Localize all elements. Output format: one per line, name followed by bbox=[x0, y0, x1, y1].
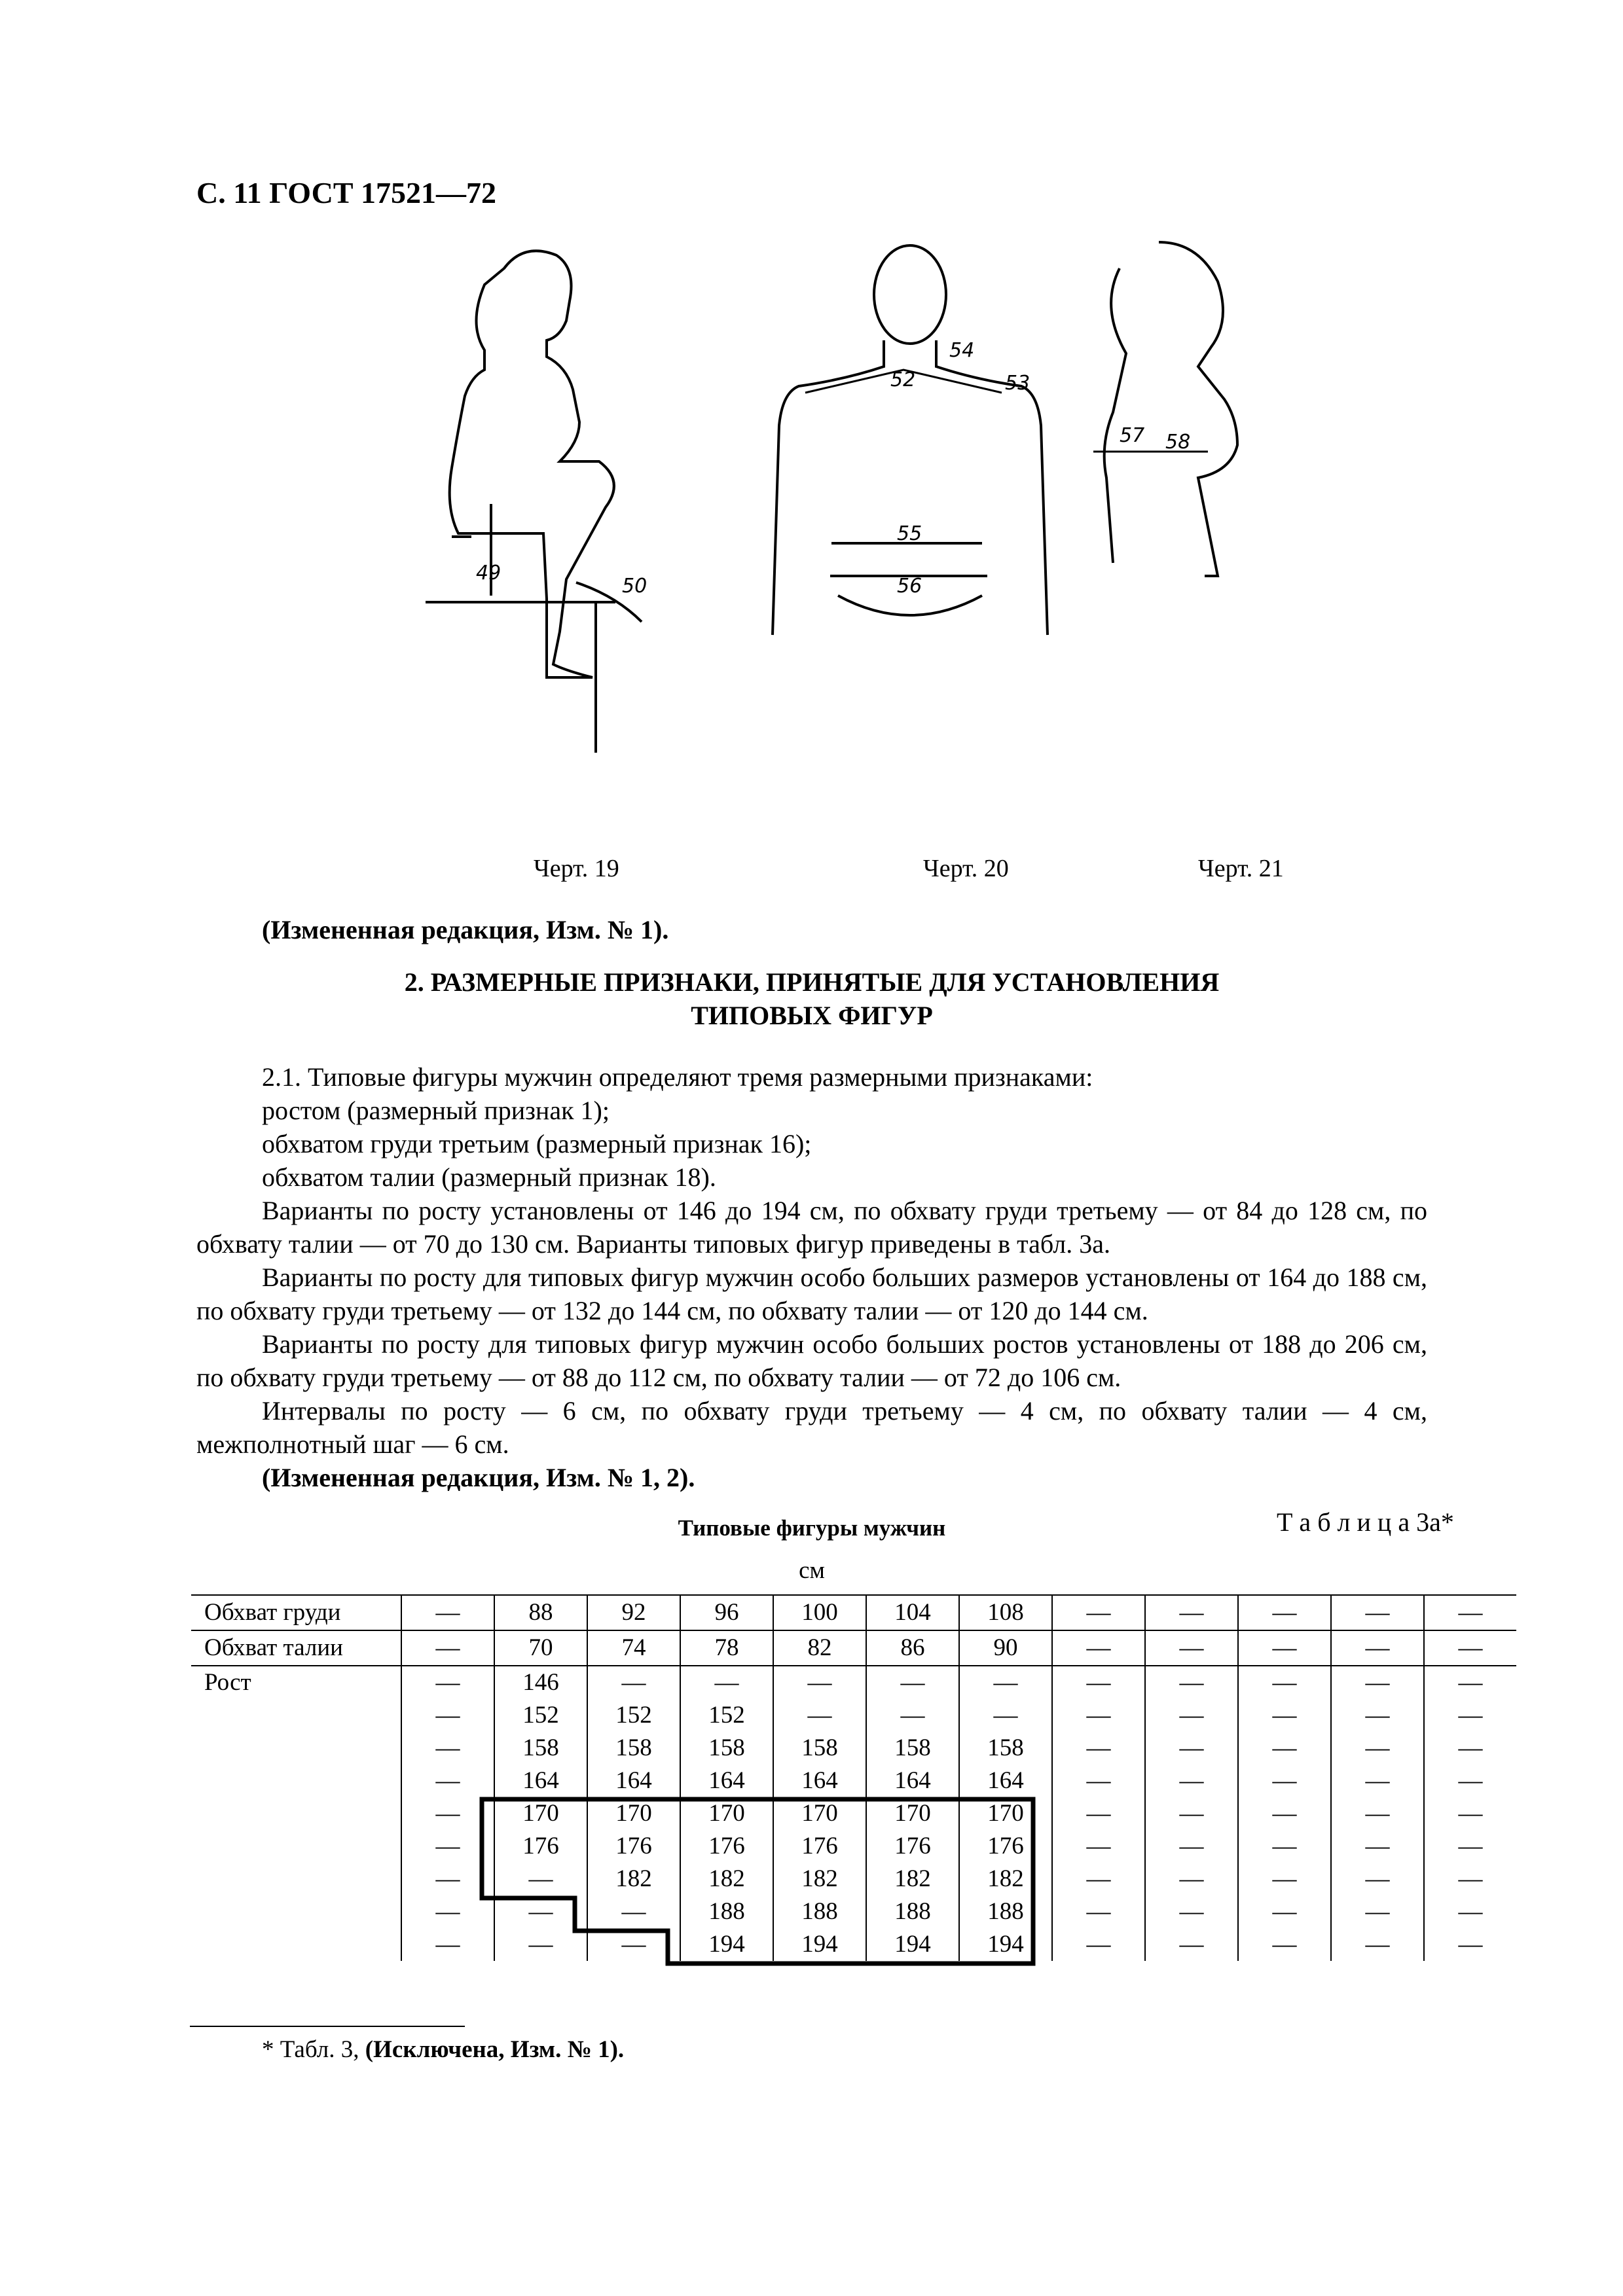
table-cell: 188 bbox=[866, 1895, 959, 1928]
table-cell: 194 bbox=[680, 1928, 773, 1961]
figure-19 bbox=[426, 251, 647, 753]
table-cell: — bbox=[1331, 1895, 1424, 1928]
table-cell: — bbox=[1331, 1732, 1424, 1765]
table-cell: — bbox=[1424, 1863, 1516, 1895]
table-row bbox=[191, 1595, 1516, 1630]
table-cell: — bbox=[401, 1699, 494, 1732]
table-cell: — bbox=[1238, 1797, 1331, 1830]
table-cell: 170 bbox=[866, 1797, 959, 1830]
table-cell: — bbox=[401, 1630, 494, 1666]
table-cell: 170 bbox=[587, 1797, 680, 1830]
table-cell: — bbox=[1145, 1732, 1238, 1765]
table-cell: — bbox=[401, 1666, 494, 1699]
table-cell: 176 bbox=[773, 1830, 866, 1863]
table-cell: — bbox=[1145, 1699, 1238, 1732]
table-cell: — bbox=[1424, 1666, 1516, 1699]
table-cell: — bbox=[1052, 1895, 1145, 1928]
table-cell: — bbox=[494, 1863, 587, 1895]
table-cell: 152 bbox=[680, 1699, 773, 1732]
body-measurement-figures bbox=[426, 229, 1290, 838]
table-cell: — bbox=[1331, 1595, 1424, 1630]
label-55: 55 bbox=[897, 522, 922, 545]
table-row bbox=[191, 1830, 1516, 1863]
table-cell: 182 bbox=[866, 1863, 959, 1895]
table-cell: 182 bbox=[959, 1863, 1052, 1895]
table-cell: — bbox=[1052, 1595, 1145, 1630]
table-row bbox=[191, 1765, 1516, 1797]
table-cell: 170 bbox=[773, 1797, 866, 1830]
table-cell: — bbox=[1145, 1765, 1238, 1797]
table-cell: — bbox=[1424, 1928, 1516, 1961]
table-cell: — bbox=[1145, 1630, 1238, 1666]
table-cell: — bbox=[587, 1666, 680, 1699]
row-label bbox=[191, 1797, 401, 1830]
row-label: Обхват талии bbox=[191, 1630, 401, 1666]
footnote-text: * Табл. 3, bbox=[262, 2036, 359, 2063]
table-cell: — bbox=[1331, 1666, 1424, 1699]
table-cell: — bbox=[1052, 1765, 1145, 1797]
table-cell: — bbox=[1424, 1732, 1516, 1765]
table-cell: — bbox=[1145, 1666, 1238, 1699]
table-cell: — bbox=[401, 1863, 494, 1895]
table-cell: — bbox=[587, 1928, 680, 1961]
table-cell: — bbox=[1331, 1630, 1424, 1666]
table-cell: 146 bbox=[494, 1666, 587, 1699]
paragraph-large-sizes: Варианты по росту для типовых фигур мужчин особо больших размеров установлены от 164 до 188 см, по обхвату груди третьему — от 132 до 144 см, по обхвату талии — от 120 до 144 см. bbox=[196, 1263, 1427, 1325]
footnote-rule bbox=[190, 2026, 465, 2027]
paragraph-tall-heights: Варианты по росту для типовых фигур мужчин особо больших ростов установлены от 188 до 206 см, по обхвату груди третьему — от 88 до 112 см, по обхвату талии — от 72 до 106 см. bbox=[196, 1329, 1427, 1392]
paragraph-chest: обхватом груди третьим (размерный признак 16); bbox=[262, 1129, 812, 1158]
table-cell: 170 bbox=[959, 1797, 1052, 1830]
table-cell: 188 bbox=[773, 1895, 866, 1928]
table-cell: 100 bbox=[773, 1595, 866, 1630]
table-cell: 194 bbox=[773, 1928, 866, 1961]
table-cell: — bbox=[1238, 1895, 1331, 1928]
caption-fig-21: Черт. 21 bbox=[1198, 855, 1284, 882]
table-cell: — bbox=[680, 1666, 773, 1699]
table-cell: 176 bbox=[959, 1830, 1052, 1863]
row-label: Рост bbox=[204, 1669, 251, 1696]
table-cell: — bbox=[401, 1797, 494, 1830]
table-cell: — bbox=[1238, 1928, 1331, 1961]
table-cell: — bbox=[1238, 1630, 1331, 1666]
paragraph-waist: обхватом талии (размерный признак 18). bbox=[262, 1162, 716, 1192]
table-cell: — bbox=[1052, 1863, 1145, 1895]
table-cell: 96 bbox=[680, 1595, 773, 1630]
table-cell: — bbox=[1424, 1765, 1516, 1797]
table-cell: 170 bbox=[680, 1797, 773, 1830]
row-label bbox=[191, 1895, 401, 1928]
table-cell: — bbox=[1052, 1732, 1145, 1765]
table-cell: 164 bbox=[587, 1765, 680, 1797]
table-cell: 188 bbox=[959, 1895, 1052, 1928]
table-cell: 108 bbox=[959, 1595, 1052, 1630]
table-cell: — bbox=[401, 1895, 494, 1928]
table-cell: — bbox=[866, 1666, 959, 1699]
table-row bbox=[191, 1732, 1516, 1765]
page-header: С. 11 ГОСТ 17521—72 bbox=[196, 176, 497, 209]
section-title-line1: 2. РАЗМЕРНЫЕ ПРИЗНАКИ, ПРИНЯТЫЕ ДЛЯ УСТАНОВЛЕНИЯ bbox=[404, 967, 1220, 997]
table-cell: 74 bbox=[587, 1630, 680, 1666]
table-row bbox=[191, 1699, 1516, 1732]
table-cell: 78 bbox=[680, 1630, 773, 1666]
table-cell: — bbox=[401, 1732, 494, 1765]
table-cell: 152 bbox=[587, 1699, 680, 1732]
table-cell: 104 bbox=[866, 1595, 959, 1630]
table-row bbox=[191, 1928, 1516, 1961]
table-cell: — bbox=[401, 1830, 494, 1863]
table-cell: 86 bbox=[866, 1630, 959, 1666]
label-50: 50 bbox=[622, 575, 647, 598]
table-title: Типовые фигуры мужчин bbox=[678, 1515, 946, 1541]
table-cell: — bbox=[1331, 1765, 1424, 1797]
table-cell: — bbox=[1238, 1863, 1331, 1895]
table-cell: — bbox=[1052, 1797, 1145, 1830]
table-cell: — bbox=[773, 1699, 866, 1732]
table-label: Т а б л и ц а 3а* bbox=[1277, 1507, 1454, 1537]
caption-fig-19: Черт. 19 bbox=[534, 855, 619, 882]
paragraph-height: ростом (размерный признак 1); bbox=[262, 1096, 610, 1125]
row-label bbox=[191, 1699, 401, 1732]
table-cell: — bbox=[1052, 1666, 1145, 1699]
figure-20 bbox=[773, 245, 1048, 635]
footnote-bold: (Исключена, Изм. № 1). bbox=[365, 2036, 625, 2063]
table-cell: — bbox=[1238, 1699, 1331, 1732]
table-cell: — bbox=[1145, 1797, 1238, 1830]
label-56: 56 bbox=[897, 575, 922, 598]
table-cell: — bbox=[1424, 1630, 1516, 1666]
row-label bbox=[191, 1732, 401, 1765]
table-cell: — bbox=[1424, 1895, 1516, 1928]
table-cell: 158 bbox=[680, 1732, 773, 1765]
table-cell: — bbox=[866, 1699, 959, 1732]
table-cell: 152 bbox=[494, 1699, 587, 1732]
caption-fig-20: Черт. 20 bbox=[923, 855, 1009, 882]
figure-21 bbox=[1093, 242, 1237, 576]
table-cell: — bbox=[959, 1699, 1052, 1732]
table-cell: 164 bbox=[959, 1765, 1052, 1797]
label-53: 53 bbox=[1005, 372, 1030, 395]
table-cell: 70 bbox=[494, 1630, 587, 1666]
table-cell: — bbox=[401, 1595, 494, 1630]
table-cell: — bbox=[1331, 1797, 1424, 1830]
table-cell: 176 bbox=[866, 1830, 959, 1863]
label-52: 52 bbox=[890, 368, 916, 391]
label-49: 49 bbox=[476, 562, 501, 584]
row-label bbox=[191, 1928, 401, 1961]
row-label bbox=[191, 1863, 401, 1895]
table-row bbox=[191, 1630, 1516, 1666]
table-cell: 158 bbox=[866, 1732, 959, 1765]
table-cell: — bbox=[1238, 1666, 1331, 1699]
footnote bbox=[262, 2036, 624, 2064]
table-cell: 194 bbox=[866, 1928, 959, 1961]
table-cell: 164 bbox=[494, 1765, 587, 1797]
table-cell: — bbox=[1331, 1863, 1424, 1895]
table-cell: 182 bbox=[587, 1863, 680, 1895]
table-cell: — bbox=[587, 1895, 680, 1928]
table-cell: — bbox=[1052, 1928, 1145, 1961]
table-cell: — bbox=[1052, 1630, 1145, 1666]
table-cell: 164 bbox=[680, 1765, 773, 1797]
table-cell: — bbox=[773, 1666, 866, 1699]
table-cell: — bbox=[1238, 1595, 1331, 1630]
table-cell: — bbox=[1424, 1830, 1516, 1863]
table-cell: — bbox=[1145, 1830, 1238, 1863]
row-label: Обхват груди bbox=[191, 1595, 401, 1630]
table-cell: 182 bbox=[773, 1863, 866, 1895]
table-cell: 88 bbox=[494, 1595, 587, 1630]
table-cell: — bbox=[959, 1666, 1052, 1699]
table-cell: — bbox=[1331, 1699, 1424, 1732]
table-cell: — bbox=[401, 1765, 494, 1797]
label-54: 54 bbox=[949, 339, 975, 362]
table-cell: — bbox=[1238, 1830, 1331, 1863]
table-row bbox=[191, 1666, 1516, 1699]
table-row bbox=[191, 1797, 1516, 1830]
table-cell: — bbox=[1331, 1830, 1424, 1863]
table-cell: 176 bbox=[587, 1830, 680, 1863]
table-cell: — bbox=[494, 1928, 587, 1961]
table-cell: — bbox=[1424, 1699, 1516, 1732]
table-cell: — bbox=[1424, 1595, 1516, 1630]
table-cell: — bbox=[1145, 1595, 1238, 1630]
table-cell: 158 bbox=[494, 1732, 587, 1765]
table-cell: 188 bbox=[680, 1895, 773, 1928]
table-row bbox=[191, 1895, 1516, 1928]
table-cell: 82 bbox=[773, 1630, 866, 1666]
table-cell: 90 bbox=[959, 1630, 1052, 1666]
table-cell: 182 bbox=[680, 1863, 773, 1895]
edit-note-2: (Измененная редакция, Изм. № 1, 2). bbox=[262, 1463, 695, 1492]
table-cell: 164 bbox=[773, 1765, 866, 1797]
table-cell: — bbox=[1145, 1928, 1238, 1961]
table-cell: — bbox=[1052, 1699, 1145, 1732]
table-cell: — bbox=[494, 1895, 587, 1928]
male-figures-table bbox=[191, 1594, 1516, 1961]
table-cell: 92 bbox=[587, 1595, 680, 1630]
table-cell: 164 bbox=[866, 1765, 959, 1797]
edit-note-1: (Измененная редакция, Изм. № 1). bbox=[262, 915, 669, 944]
table-cell: 176 bbox=[680, 1830, 773, 1863]
label-57: 57 bbox=[1120, 424, 1145, 447]
table-cell: — bbox=[1424, 1797, 1516, 1830]
paragraph-2-1: 2.1. Типовые фигуры мужчин определяют тремя размерными признаками: bbox=[262, 1062, 1093, 1092]
table-cell: 158 bbox=[773, 1732, 866, 1765]
paragraph-ranges: Варианты по росту установлены от 146 до 194 см, по обхвату груди третьему — от 84 до 128 см, по обхвату талии — от 70 до 130 см. Варианты типовых фигур приведены в табл. 3а. bbox=[196, 1196, 1427, 1259]
table-cell: 176 bbox=[494, 1830, 587, 1863]
table-cell: — bbox=[1052, 1830, 1145, 1863]
section-title-line2: ТИПОВЫХ ФИГУР bbox=[691, 1001, 933, 1030]
table-cell: — bbox=[1238, 1732, 1331, 1765]
table-cell: 158 bbox=[959, 1732, 1052, 1765]
table-cell: — bbox=[401, 1928, 494, 1961]
label-58: 58 bbox=[1165, 431, 1191, 454]
table-cell: 194 bbox=[959, 1928, 1052, 1961]
row-label bbox=[191, 1830, 401, 1863]
table-cell: — bbox=[1238, 1765, 1331, 1797]
table-unit: см bbox=[799, 1557, 825, 1584]
table-cell: — bbox=[1331, 1928, 1424, 1961]
table-cell: 158 bbox=[587, 1732, 680, 1765]
table-cell: 170 bbox=[494, 1797, 587, 1830]
paragraph-intervals: Интервалы по росту — 6 см, по обхвату груди третьему — 4 см, по обхвату талии — 4 см, межполнотный шаг — 6 см. bbox=[196, 1396, 1427, 1459]
table-row bbox=[191, 1863, 1516, 1895]
table-cell: — bbox=[1145, 1863, 1238, 1895]
row-label bbox=[191, 1765, 401, 1797]
table-cell: — bbox=[1145, 1895, 1238, 1928]
